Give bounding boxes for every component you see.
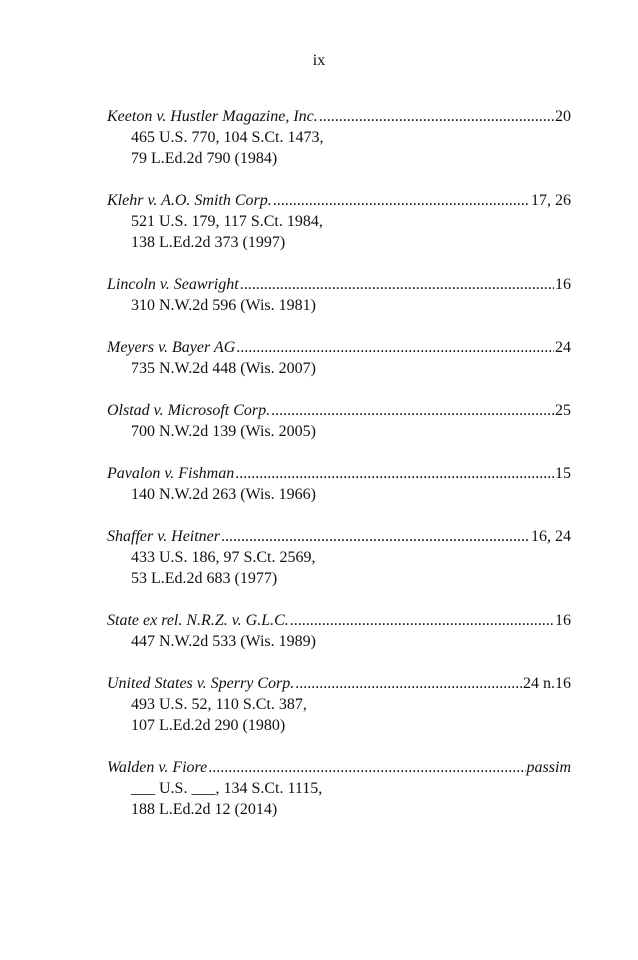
citation-line: 493 U.S. 52, 110 S.Ct. 387, [131, 696, 307, 713]
dot-leader [221, 526, 530, 547]
citation-line: 53 L.Ed.2d 683 (1977) [131, 570, 278, 587]
page-reference: 20 [555, 108, 571, 125]
case-name: Pavalon v. Fishman [107, 465, 235, 482]
toa-entry [107, 400, 571, 442]
page-reference: 24 n.16 [523, 675, 571, 692]
entry-heading [107, 274, 571, 295]
citation-line: 188 L.Ed.2d 12 (2014) [131, 801, 278, 818]
case-name: Keeton v. Hustler Magazine, Inc. [107, 108, 318, 125]
toa-entry [107, 274, 571, 316]
citation-line: 447 N.W.2d 533 (Wis. 1989) [131, 633, 316, 650]
page-reference: passim [526, 759, 571, 776]
case-name: Walden v. Fiore [107, 759, 208, 776]
citation-line: 140 N.W.2d 263 (Wis. 1966) [131, 486, 316, 503]
citation-line: 735 N.W.2d 448 (Wis. 2007) [131, 360, 316, 377]
page-reference: 17, 26 [531, 192, 571, 209]
entry-heading [107, 337, 571, 358]
dot-leader [236, 337, 554, 358]
dot-leader [290, 610, 554, 631]
case-name: Shaffer v. Heitner [107, 528, 221, 545]
citation-line: 521 U.S. 179, 117 S.Ct. 1984, [131, 213, 323, 230]
toa-entry [107, 190, 571, 253]
case-name: Klehr v. A.O. Smith Corp. [107, 192, 272, 209]
toa-entry [107, 673, 571, 736]
toa-entry [107, 463, 571, 505]
case-name: Lincoln v. Seawright [107, 276, 239, 293]
table-of-authorities [107, 106, 571, 841]
citation-line: 465 U.S. 770, 104 S.Ct. 1473, [131, 129, 324, 146]
case-name: United States v. Sperry Corp. [107, 675, 295, 692]
entry-heading [107, 526, 571, 547]
page-reference: 25 [555, 402, 571, 419]
case-name: Meyers v. Bayer AG [107, 339, 236, 356]
citation-line: 138 L.Ed.2d 373 (1997) [131, 234, 286, 251]
entry-heading [107, 463, 571, 484]
citation-line: 79 L.Ed.2d 790 (1984) [131, 150, 278, 167]
page-reference: 16 [555, 276, 571, 293]
page-reference: 24 [555, 339, 571, 356]
page-number: ix [312, 52, 326, 69]
toa-entry [107, 106, 571, 169]
citation-line: 433 U.S. 186, 97 S.Ct. 2569, [131, 549, 316, 566]
dot-leader [271, 400, 554, 421]
entry-heading [107, 610, 571, 631]
dot-leader [295, 673, 522, 694]
citation-line: ___ U.S. ___, 134 S.Ct. 1115, [131, 780, 323, 797]
dot-leader [273, 190, 530, 211]
toa-entry [107, 526, 571, 589]
entry-heading [107, 673, 571, 694]
dot-leader [319, 106, 554, 127]
case-name: State ex rel. N.R.Z. v. G.L.C. [107, 612, 289, 629]
page-reference: 16 [555, 612, 571, 629]
toa-entry [107, 757, 571, 820]
dot-leader [240, 274, 554, 295]
dot-leader [208, 757, 525, 778]
entry-heading [107, 190, 571, 211]
citation-line: 107 L.Ed.2d 290 (1980) [131, 717, 286, 734]
citation-line: 700 N.W.2d 139 (Wis. 2005) [131, 423, 316, 440]
entry-heading [107, 106, 571, 127]
case-name: Olstad v. Microsoft Corp. [107, 402, 271, 419]
dot-leader [235, 463, 554, 484]
page-reference: 16, 24 [531, 528, 571, 545]
page-reference: 15 [555, 465, 571, 482]
citation-line: 310 N.W.2d 596 (Wis. 1981) [131, 297, 316, 314]
toa-entry [107, 337, 571, 379]
toa-entry [107, 610, 571, 652]
entry-heading [107, 400, 571, 421]
entry-heading [107, 757, 571, 778]
